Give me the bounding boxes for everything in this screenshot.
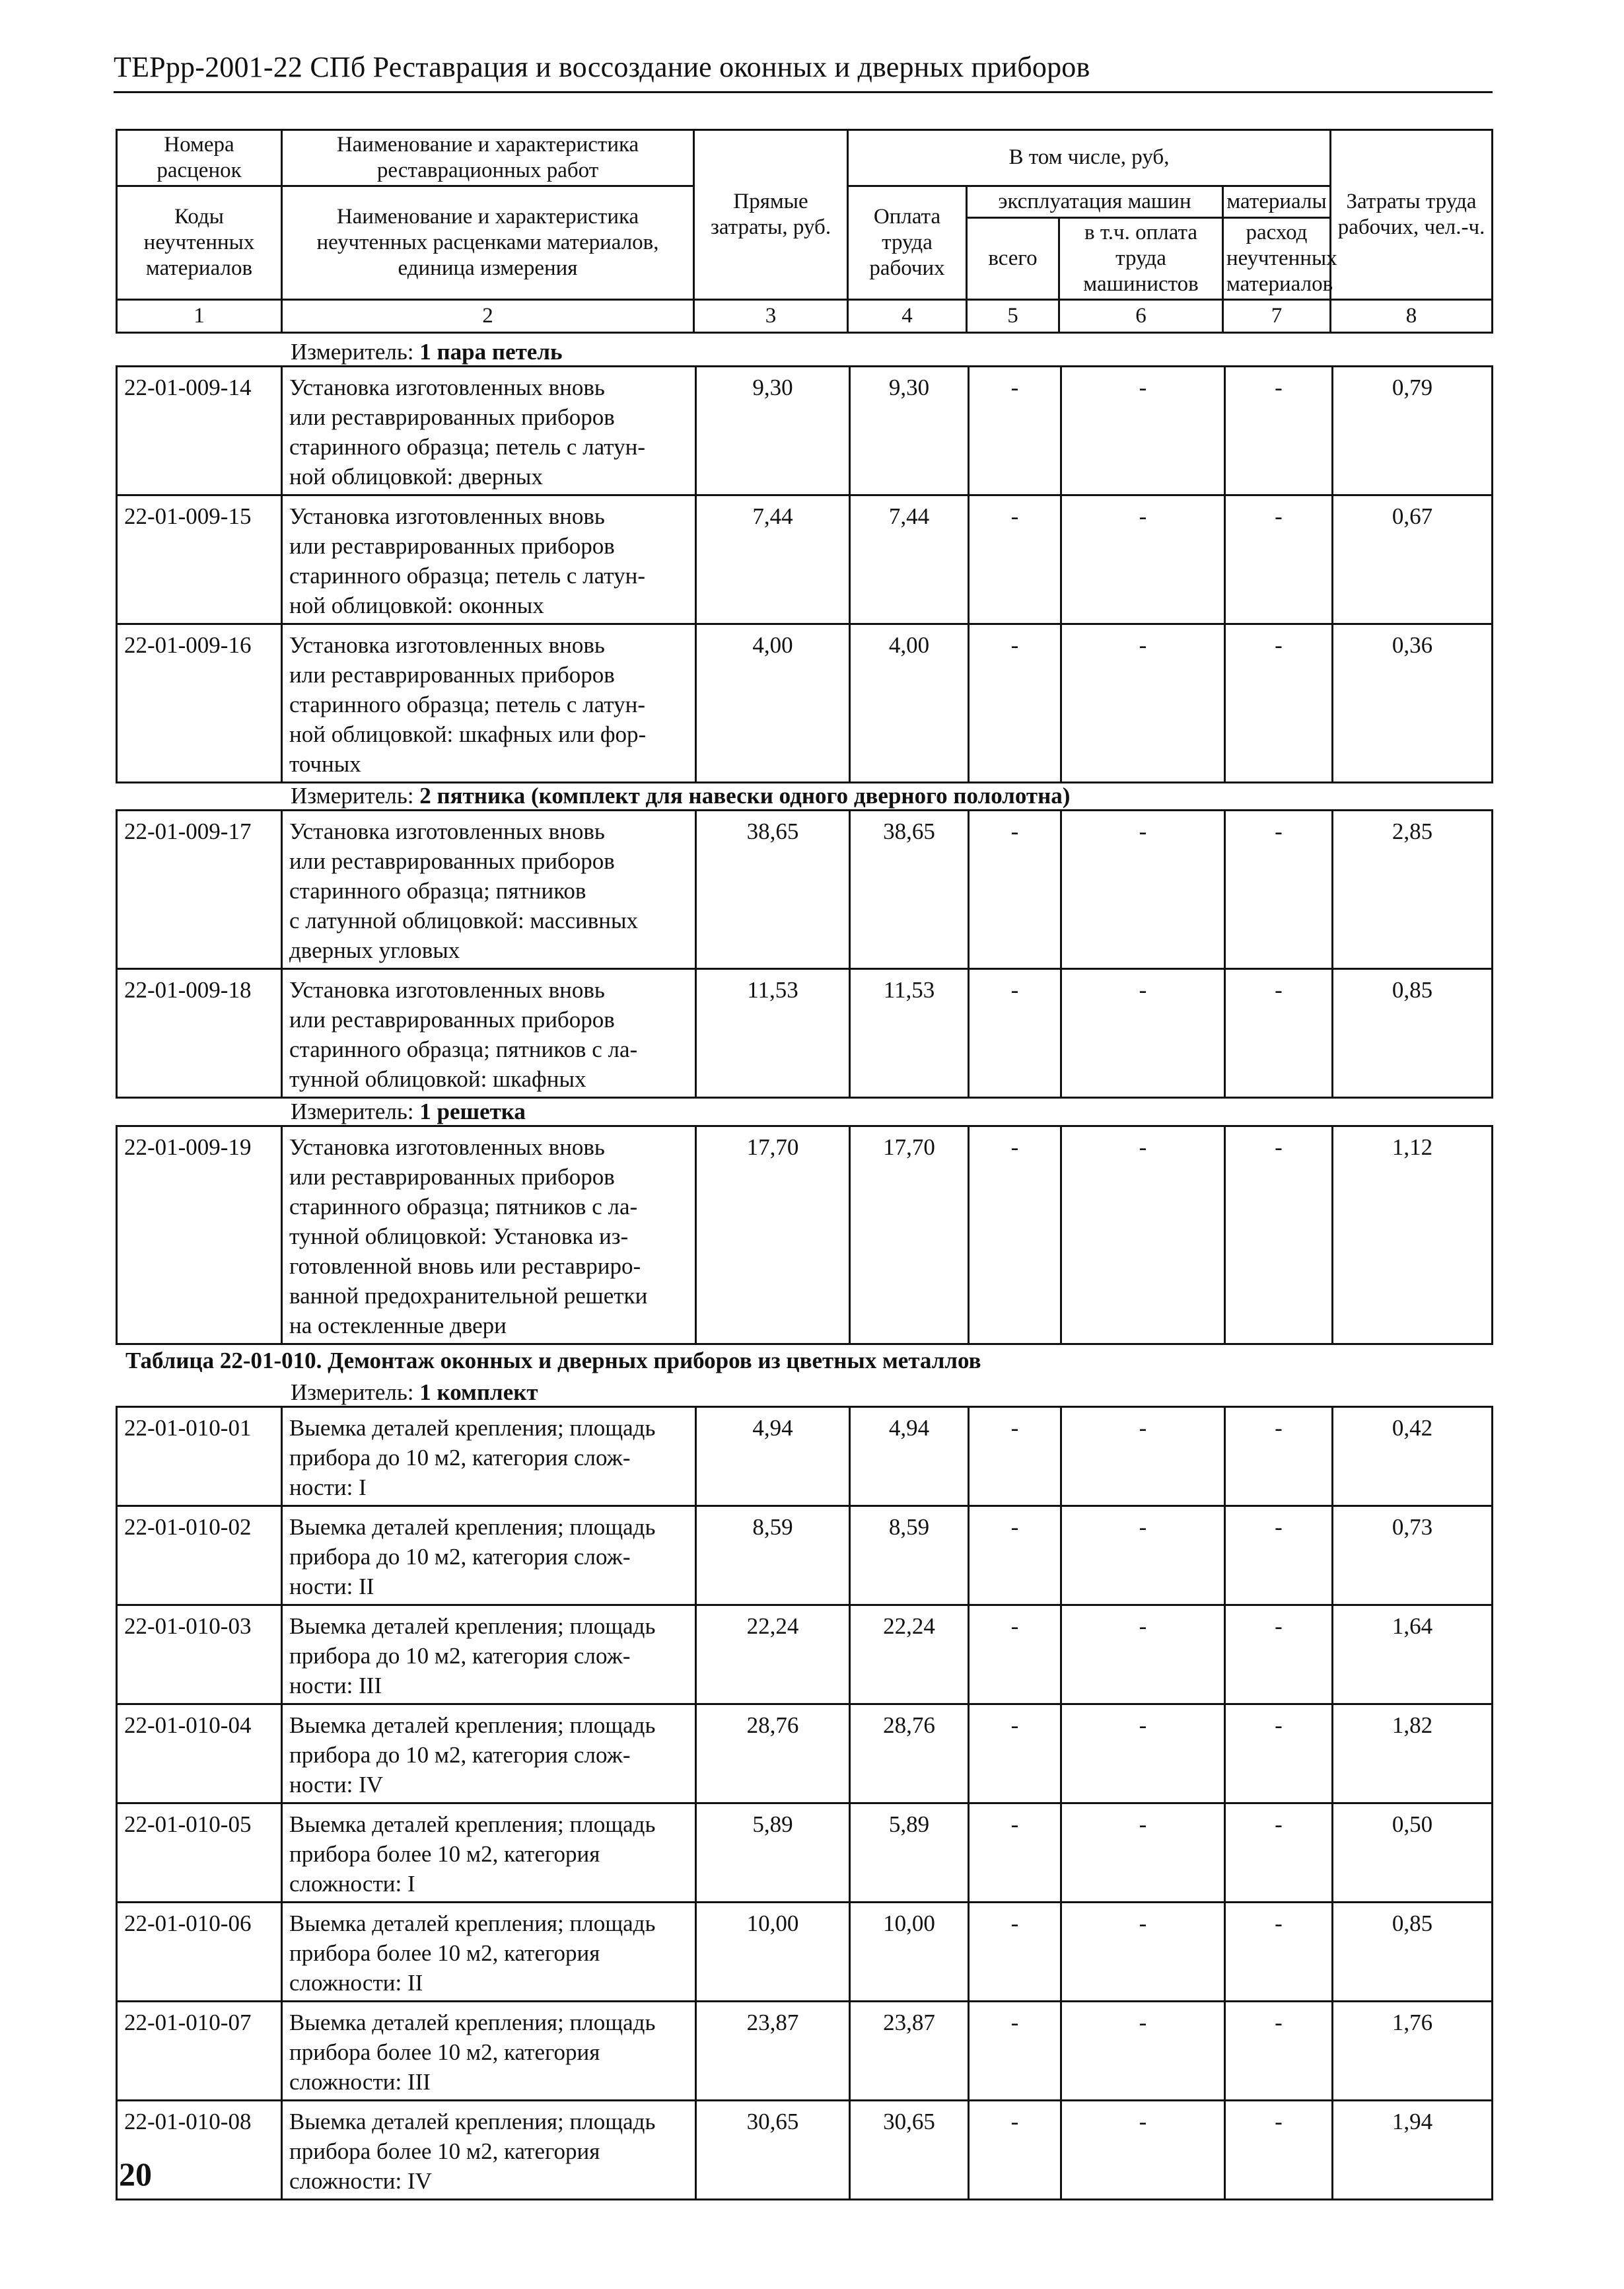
- description-line: дверных угловых: [289, 937, 460, 963]
- description-line: точных: [289, 751, 361, 777]
- description-line: ной облицовкой: дверных: [289, 464, 543, 490]
- header-col-number: 4: [848, 299, 967, 332]
- work-description: [282, 811, 696, 969]
- description-line: прибора более 10 м2, категория: [289, 2039, 600, 2065]
- description-line: ной облицовкой: оконных: [289, 593, 544, 618]
- measure-unit: 1 решетка: [419, 1099, 526, 1124]
- rates-table: [116, 1125, 1493, 1345]
- value-mach: -: [969, 367, 1061, 495]
- header-machinist-wages: в т.ч. оплата труда машинистов: [1059, 217, 1223, 299]
- work-description: [282, 624, 696, 783]
- measure-unit: 1 пара петель: [419, 339, 563, 365]
- header-work-name: Наименование и характеристика реставрационных работ: [282, 130, 694, 186]
- measure-prefix: Измеритель:: [291, 1379, 420, 1405]
- table-caption: Таблица 22-01-010. Демонтаж оконных и дверных приборов из цветных металлов: [125, 1348, 981, 1373]
- header-col-number: 2: [282, 299, 694, 332]
- description-line: Установка изготовленных вновь: [289, 632, 605, 658]
- work-description: [282, 367, 696, 495]
- description-line: прибора до 10 м2, категория слож-: [289, 1742, 631, 1768]
- description-line: старинного образца; петель с латун-: [289, 563, 645, 589]
- work-description: [282, 2002, 696, 2101]
- description-line: прибора до 10 м2, категория слож-: [289, 1445, 631, 1471]
- header-group-including: В том числе, руб,: [848, 130, 1331, 186]
- value-mach-wages: -: [1061, 624, 1225, 783]
- description-line: старинного образца; петель с латун-: [289, 692, 645, 717]
- table-row: [117, 495, 1493, 624]
- rates-table: [116, 809, 1493, 1099]
- value-wages: 9,30: [850, 367, 969, 495]
- description-line: прибора более 10 м2, категория: [289, 1940, 600, 1966]
- value-direct: 4,94: [696, 1407, 850, 1506]
- description-line: Выемка деталей крепления; площадь: [289, 1613, 656, 1639]
- table-row: [117, 1126, 1493, 1344]
- description-line: Выемка деталей крепления; площадь: [289, 2010, 656, 2035]
- description-line: или реставрированных приборов: [289, 848, 615, 874]
- value-direct: 11,53: [696, 969, 850, 1098]
- rate-code: 22-01-009-17: [117, 811, 282, 969]
- value-mat: -: [1225, 624, 1333, 783]
- rates-table: [116, 1406, 1493, 2200]
- description-line: ности: III: [289, 1673, 382, 1698]
- value-mach: -: [969, 811, 1061, 969]
- value-direct: 9,30: [696, 367, 850, 495]
- table-row: [117, 811, 1493, 969]
- description-line: Выемка деталей крепления; площадь: [289, 1415, 656, 1441]
- value-direct: 28,76: [696, 1704, 850, 1803]
- value-mach-wages: -: [1061, 1126, 1225, 1344]
- rate-code: 22-01-009-19: [117, 1126, 282, 1344]
- value-mach-wages: -: [1061, 1506, 1225, 1605]
- value-labor: 0,73: [1333, 1506, 1493, 1605]
- rate-code: 22-01-010-03: [117, 1605, 282, 1704]
- value-mach: -: [969, 2101, 1061, 2200]
- value-mat: -: [1225, 1803, 1333, 1903]
- value-labor: 0,85: [1333, 969, 1493, 1098]
- description-line: старинного образца; петель с латун-: [289, 434, 645, 460]
- header-unaccounted-materials: расход неучтенных материалов: [1223, 217, 1331, 299]
- description-line: прибора до 10 м2, категория слож-: [289, 1544, 631, 1570]
- value-labor: 1,94: [1333, 2101, 1493, 2200]
- measure-unit-line: [291, 783, 1070, 809]
- header-col-number: 7: [1223, 299, 1331, 332]
- value-mat: -: [1225, 495, 1333, 624]
- value-mat: -: [1225, 2002, 1333, 2101]
- value-direct: 38,65: [696, 811, 850, 969]
- value-wages: 4,00: [850, 624, 969, 783]
- work-description: [282, 1605, 696, 1704]
- value-mach-wages: -: [1061, 367, 1225, 495]
- value-direct: 8,59: [696, 1506, 850, 1605]
- value-wages: 17,70: [850, 1126, 969, 1344]
- value-labor: 0,36: [1333, 624, 1493, 783]
- header-rate-numbers: Номера расценок: [117, 130, 282, 186]
- description-line: ности: II: [289, 1574, 374, 1599]
- value-mach: -: [969, 1903, 1061, 2002]
- description-line: или реставрированных приборов: [289, 533, 615, 559]
- value-direct: 23,87: [696, 2002, 850, 2101]
- description-line: или реставрированных приборов: [289, 1007, 615, 1033]
- value-wages: 23,87: [850, 2002, 969, 2101]
- work-description: [282, 1506, 696, 1605]
- description-line: ной облицовкой: шкафных или фор-: [289, 721, 647, 747]
- measure-unit-line: [291, 339, 562, 365]
- description-line: готовленной вновь или реставриро-: [289, 1253, 641, 1279]
- description-line: Установка изготовленных вновь: [289, 818, 605, 844]
- rate-code: 22-01-010-05: [117, 1803, 282, 1903]
- description-line: Установка изготовленных вновь: [289, 503, 605, 529]
- description-line: прибора более 10 м2, категория: [289, 1841, 600, 1867]
- description-line: сложности: III: [289, 2069, 431, 2095]
- description-line: старинного образца; пятников с ла-: [289, 1194, 638, 1219]
- value-wages: 4,94: [850, 1407, 969, 1506]
- measure-unit-line: [291, 1379, 538, 1406]
- value-wages: 22,24: [850, 1605, 969, 1704]
- description-line: или реставрированных приборов: [289, 662, 615, 688]
- value-wages: 8,59: [850, 1506, 969, 1605]
- value-mat: -: [1225, 1704, 1333, 1803]
- column-header-table: [116, 129, 1493, 334]
- rate-code: 22-01-009-18: [117, 969, 282, 1098]
- description-line: или реставрированных приборов: [289, 404, 615, 430]
- description-line: Выемка деталей крепления; площадь: [289, 2109, 656, 2134]
- table-row: [117, 2101, 1493, 2200]
- header-col-number: 5: [967, 299, 1059, 332]
- table-row: [117, 1506, 1493, 1605]
- header-col-number: 8: [1331, 299, 1493, 332]
- value-mach-wages: -: [1061, 1903, 1225, 2002]
- value-mat: -: [1225, 1407, 1333, 1506]
- description-line: сложности: II: [289, 1970, 423, 1996]
- description-line: с латунной облицовкой: массивных: [289, 908, 638, 933]
- table-row: [117, 1605, 1493, 1704]
- header-col-number: 1: [117, 299, 282, 332]
- value-wages: 11,53: [850, 969, 969, 1098]
- value-labor: 1,76: [1333, 2002, 1493, 2101]
- value-mach: -: [969, 624, 1061, 783]
- rate-code: 22-01-009-15: [117, 495, 282, 624]
- value-labor: 1,64: [1333, 1605, 1493, 1704]
- header-machines: эксплуатация машин: [967, 186, 1223, 217]
- work-description: [282, 969, 696, 1098]
- value-mat: -: [1225, 969, 1333, 1098]
- description-line: сложности: IV: [289, 2168, 432, 2194]
- value-wages: 10,00: [850, 1903, 969, 2002]
- value-wages: 5,89: [850, 1803, 969, 1903]
- rate-code: 22-01-010-04: [117, 1704, 282, 1803]
- work-description: [282, 1903, 696, 2002]
- value-mach-wages: -: [1061, 811, 1225, 969]
- header-worker-wages: Оплата труда рабочих: [848, 186, 967, 299]
- rate-code: 22-01-010-07: [117, 2002, 282, 2101]
- value-direct: 10,00: [696, 1903, 850, 2002]
- value-mach: -: [969, 1803, 1061, 1903]
- value-direct: 7,44: [696, 495, 850, 624]
- description-line: тунной облицовкой: шкафных: [289, 1066, 586, 1092]
- value-direct: 5,89: [696, 1803, 850, 1903]
- header-material-name: Наименование и характеристика неучтенных расценками материалов, единица измерения: [282, 186, 694, 299]
- work-description: [282, 495, 696, 624]
- description-line: прибора до 10 м2, категория слож-: [289, 1643, 631, 1669]
- table-row: [117, 1704, 1493, 1803]
- value-mat: -: [1225, 1506, 1333, 1605]
- value-mach: -: [969, 2002, 1061, 2101]
- table-row: [117, 969, 1493, 1098]
- description-line: Установка изготовленных вновь: [289, 1134, 605, 1160]
- value-direct: 30,65: [696, 2101, 850, 2200]
- header-labor-costs: Затраты труда рабочих, чел.-ч.: [1331, 130, 1493, 300]
- value-mach-wages: -: [1061, 2002, 1225, 2101]
- work-description: [282, 1407, 696, 1506]
- value-mach-wages: -: [1061, 495, 1225, 624]
- rate-code: 22-01-010-01: [117, 1407, 282, 1506]
- measure-prefix: Измеритель:: [291, 1099, 420, 1124]
- value-mach-wages: -: [1061, 2101, 1225, 2200]
- work-description: [282, 1803, 696, 1903]
- measure-unit: 1 комплект: [419, 1379, 538, 1405]
- header-machines-total: всего: [967, 217, 1059, 299]
- measure-prefix: Измеритель:: [291, 339, 420, 365]
- value-mach: -: [969, 1407, 1061, 1506]
- description-line: тунной облицовкой: Установка из-: [289, 1223, 629, 1249]
- value-mach-wages: -: [1061, 1803, 1225, 1903]
- value-wages: 38,65: [850, 811, 969, 969]
- value-mat: -: [1225, 811, 1333, 969]
- value-mach: -: [969, 1506, 1061, 1605]
- value-mat: -: [1225, 1605, 1333, 1704]
- rate-code: 22-01-009-14: [117, 367, 282, 495]
- value-mach-wages: -: [1061, 1704, 1225, 1803]
- value-labor: 2,85: [1333, 811, 1493, 969]
- table-row: [117, 1803, 1493, 1903]
- description-line: на остекленные двери: [289, 1313, 507, 1338]
- value-labor: 0,85: [1333, 1903, 1493, 2002]
- header-col-number: 3: [694, 299, 848, 332]
- value-direct: 17,70: [696, 1126, 850, 1344]
- table-row: [117, 367, 1493, 495]
- description-line: Выемка деталей крепления; площадь: [289, 1514, 656, 1540]
- value-labor: 0,79: [1333, 367, 1493, 495]
- rate-code: 22-01-010-08: [117, 2101, 282, 2200]
- description-line: Выемка деталей крепления; площадь: [289, 1712, 656, 1738]
- table-row: [117, 624, 1493, 783]
- value-wages: 28,76: [850, 1704, 969, 1803]
- measure-unit-line: [291, 1099, 526, 1125]
- description-line: или реставрированных приборов: [289, 1164, 615, 1190]
- value-labor: 0,67: [1333, 495, 1493, 624]
- value-mach: -: [969, 1126, 1061, 1344]
- description-line: старинного образца; пятников с ла-: [289, 1036, 638, 1062]
- header-materials: материалы: [1223, 186, 1331, 217]
- rate-code: 22-01-009-16: [117, 624, 282, 783]
- value-mach: -: [969, 1605, 1061, 1704]
- running-title: ТЕРрр-2001-22 СПб Реставрация и воссоздание оконных и дверных приборов: [114, 51, 1090, 83]
- header-direct-costs: Прямые затраты, руб.: [694, 130, 848, 300]
- value-mat: -: [1225, 367, 1333, 495]
- description-line: Выемка деталей крепления; площадь: [289, 1811, 656, 1837]
- table-row: [117, 1407, 1493, 1506]
- value-wages: 7,44: [850, 495, 969, 624]
- value-labor: 1,12: [1333, 1126, 1493, 1344]
- description-line: ности: IV: [289, 1772, 384, 1798]
- work-description: [282, 2101, 696, 2200]
- description-line: сложности: I: [289, 1871, 415, 1897]
- value-mach: -: [969, 495, 1061, 624]
- value-labor: 1,82: [1333, 1704, 1493, 1803]
- value-mach-wages: -: [1061, 1605, 1225, 1704]
- value-mach: -: [969, 1704, 1061, 1803]
- value-mat: -: [1225, 2101, 1333, 2200]
- value-wages: 30,65: [850, 2101, 969, 2200]
- value-mat: -: [1225, 1126, 1333, 1344]
- description-line: старинного образца; пятников: [289, 878, 586, 904]
- value-mach-wages: -: [1061, 1407, 1225, 1506]
- value-labor: 0,42: [1333, 1407, 1493, 1506]
- rate-code: 22-01-010-02: [117, 1506, 282, 1605]
- value-labor: 0,50: [1333, 1803, 1493, 1903]
- rate-code: 22-01-010-06: [117, 1903, 282, 2002]
- header-material-codes: Коды неучтенных материалов: [117, 186, 282, 299]
- description-line: ванной предохранительной решетки: [289, 1283, 648, 1309]
- measure-unit: 2 пятника (комплект для навески одного дверного пололотна): [419, 783, 1071, 809]
- value-mach-wages: -: [1061, 969, 1225, 1098]
- description-line: прибора более 10 м2, категория: [289, 2138, 600, 2164]
- value-direct: 4,00: [696, 624, 850, 783]
- rates-table: [116, 365, 1493, 783]
- description-line: Выемка деталей крепления; площадь: [289, 1910, 656, 1936]
- title-rule: [114, 91, 1493, 93]
- description-line: ности: I: [289, 1474, 367, 1500]
- work-description: [282, 1126, 696, 1344]
- table-row: [117, 1903, 1493, 2002]
- value-direct: 22,24: [696, 1605, 850, 1704]
- description-line: Установка изготовленных вновь: [289, 977, 605, 1003]
- header-col-number: 6: [1059, 299, 1223, 332]
- work-description: [282, 1704, 696, 1803]
- table-row: [117, 2002, 1493, 2101]
- measure-prefix: Измеритель:: [291, 783, 420, 809]
- value-mat: -: [1225, 1903, 1333, 2002]
- value-mach: -: [969, 969, 1061, 1098]
- page-number: 20: [119, 2156, 152, 2193]
- description-line: Установка изготовленных вновь: [289, 375, 605, 400]
